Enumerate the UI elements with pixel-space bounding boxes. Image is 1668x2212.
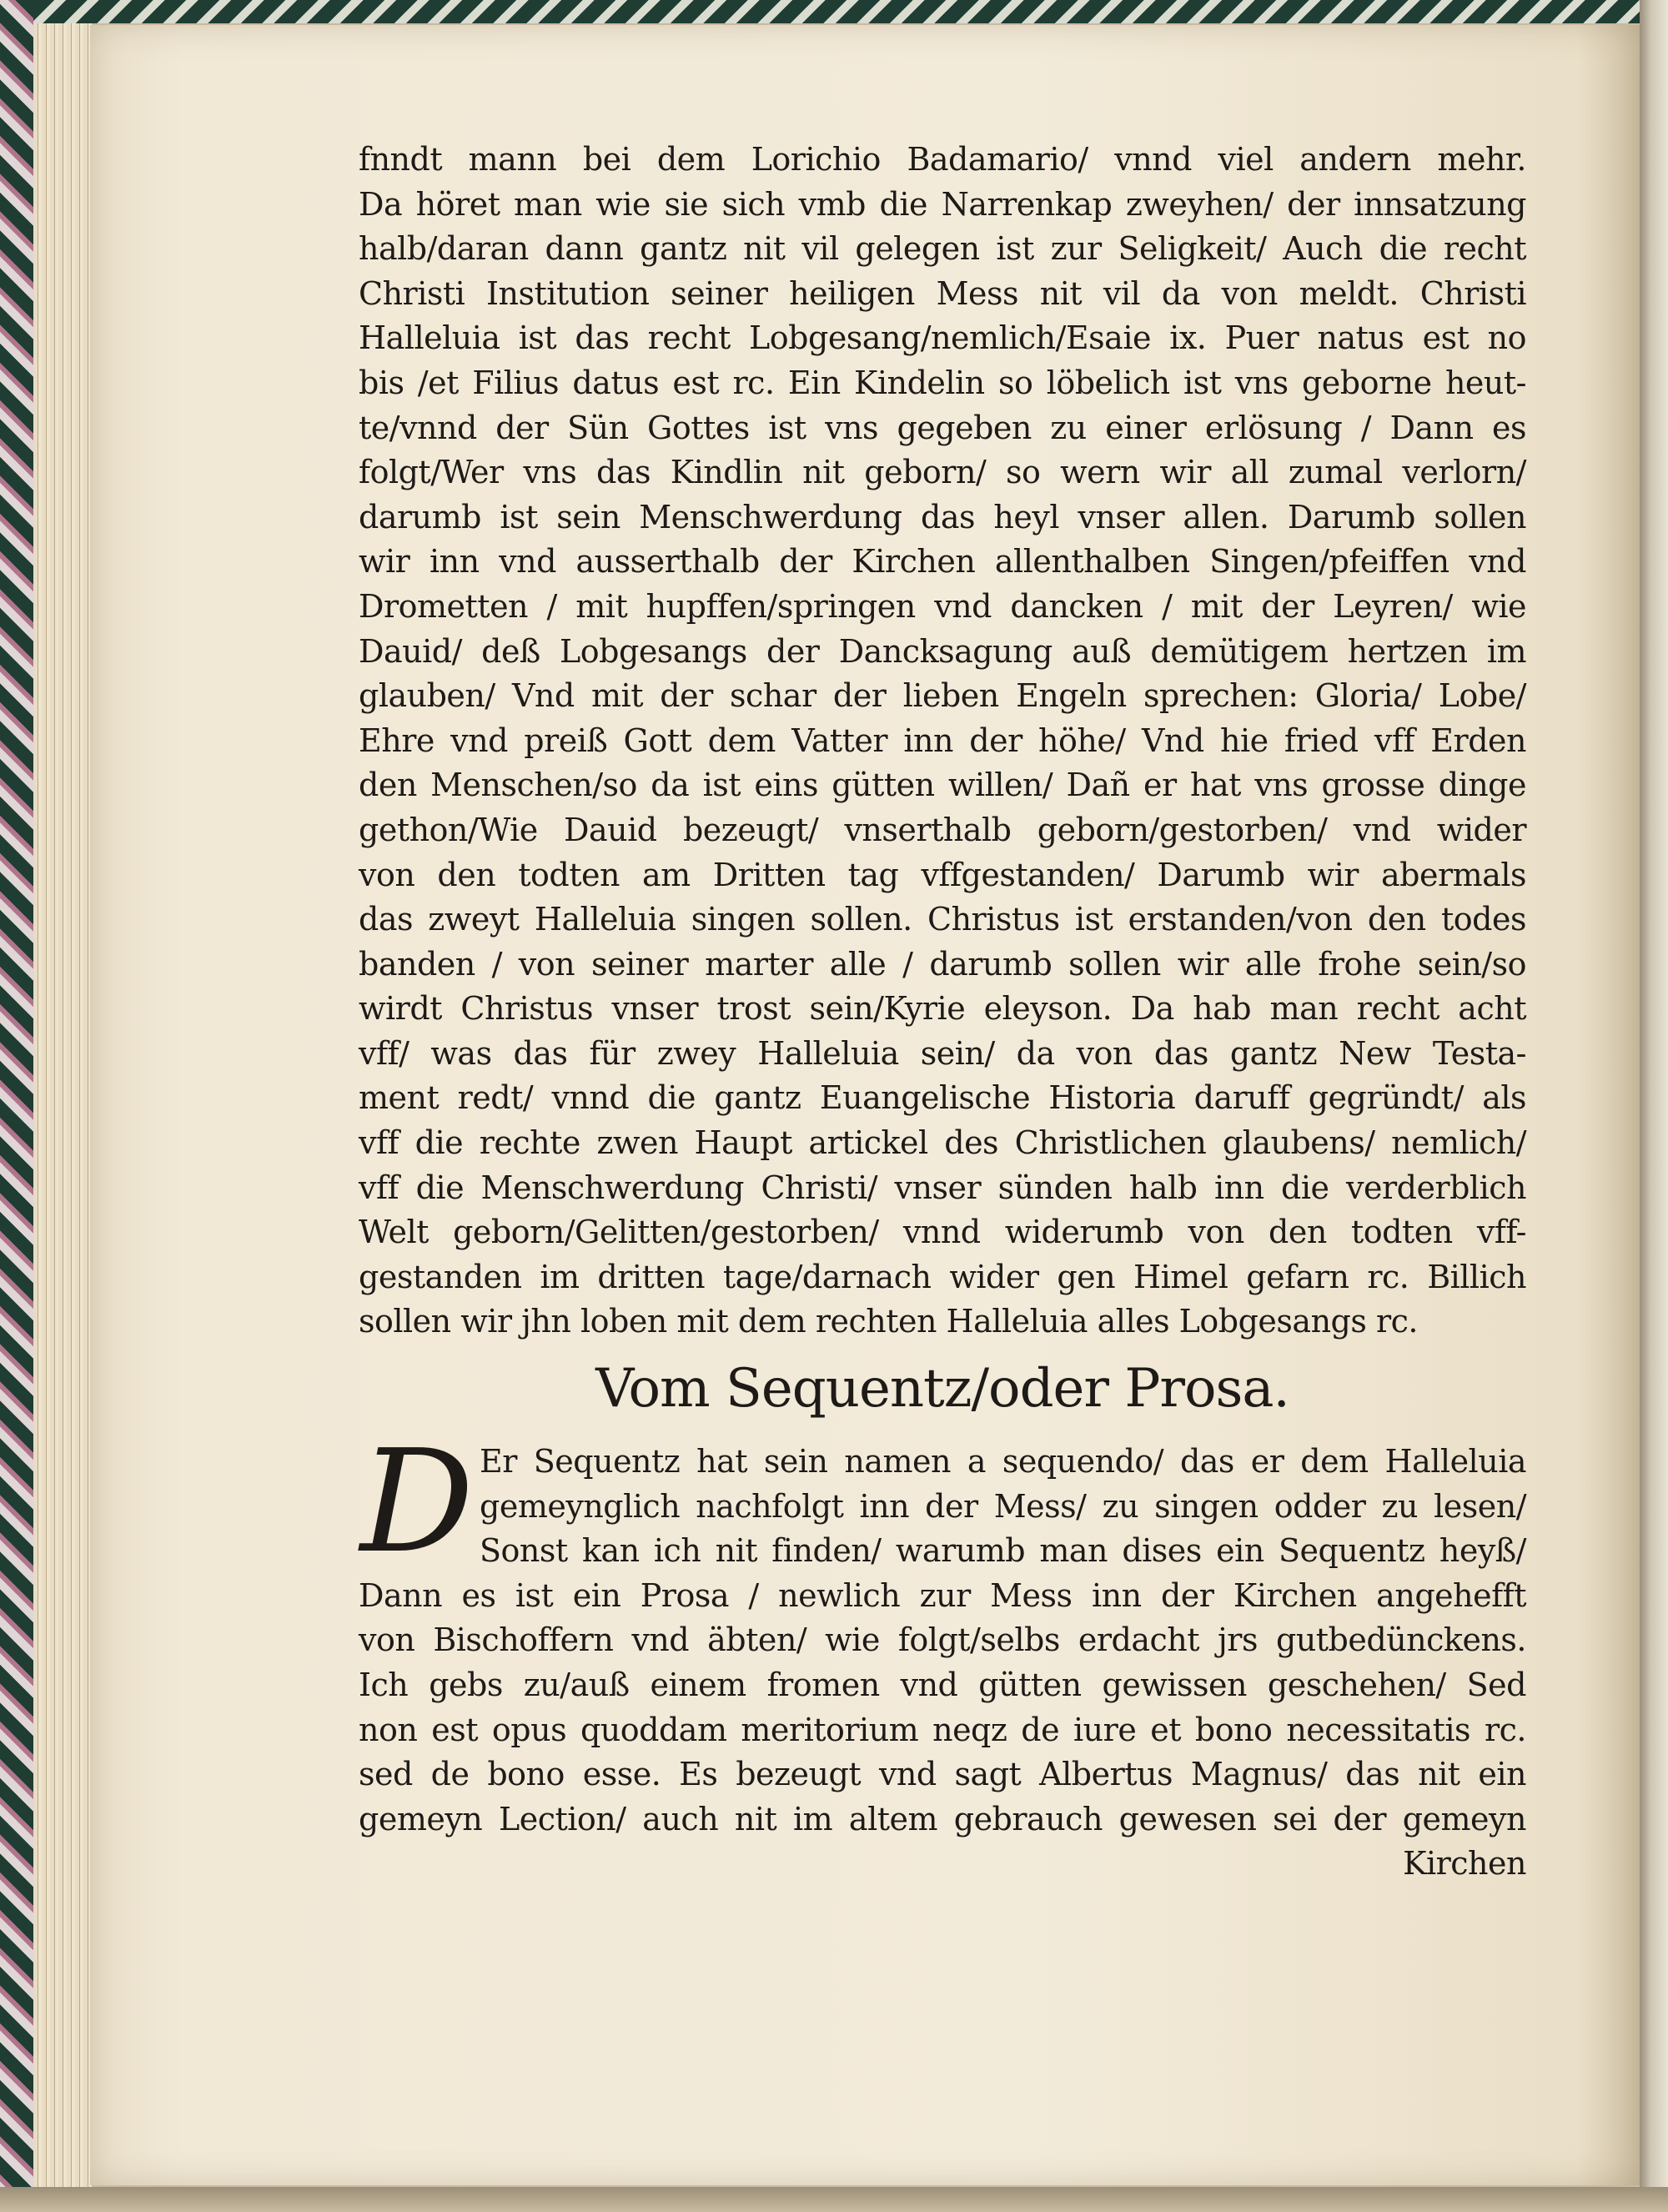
text-line: vff die Menschwerdung Christi/ vnser sünden halb inn die verderblich (359, 1169, 1526, 1206)
section-two-text (359, 1420, 1526, 1887)
text-line: Halleluia ist das recht Lobgesang/nemlich/Esaie ix. Puer natus est no (359, 319, 1526, 357)
text-line: te/vnnd der Sün Gottes ist vns gegeben zu einer erlösung / Dann es (359, 409, 1526, 446)
text-line: Drometten / mit hupffen/springen vnd dancken / mit der Leyren/ wie (359, 587, 1526, 625)
text-line: wirdt Christus vnser trost sein/Kyrie eleyson. Da hab man recht acht (359, 990, 1526, 1028)
text-line: vff die rechte zwen Haupt artickel des Christlichen glaubens/ nemlich/ (359, 1124, 1526, 1162)
text-line: von den todten am Dritten tag vffgestanden/ Darumb wir abermals (359, 856, 1526, 893)
text-line: gemeyn Lection/ auch nit im altem gebrauch gewesen sei der gemeyn (359, 1800, 1526, 1837)
text-line: darumb ist sein Menschwerdung das heyl vnser allen. Darumb sollen (359, 498, 1526, 535)
text-line: das zweyt Halleluia singen sollen. Christus ist erstanden/von den todes (359, 901, 1526, 938)
text-line: non est opus quoddam meritorium neqz de iure et bono necessitatis rc. (359, 1711, 1526, 1748)
text-line: bis /et Filius datus est rc. Ein Kindelin so löbelich ist vns geborne heut- (359, 364, 1526, 401)
text-line: vff/ was das für zwey Halleluia sein/ da von das gantz New Testa- (359, 1034, 1526, 1072)
text-line: von Bischoffern vnd äbten/ wie folgt/selbs erdacht jrs gutbedünckens. (359, 1621, 1526, 1659)
decorated-initial: D (359, 1420, 475, 1585)
text-line: Dauid/ deß Lobgesangs der Dancksagung auß demütigem hertzen im (359, 632, 1526, 670)
section-one-text (359, 138, 1526, 1345)
text-line: Ich gebs zu/auß einem fromen vnd gütten gewissen geschehen/ Sed (359, 1666, 1526, 1703)
text-line: glauben/ Vnd mit der schar der lieben Engeln sprechen: Gloria/ Lobe/ (359, 677, 1526, 715)
text-line: Er Sequentz hat sein namen a sequendo/ das er dem Halleluia (480, 1443, 1526, 1480)
section-heading: Vom Sequentz/oder Prosa. (595, 1358, 1289, 1420)
catchword: Kirchen (1403, 1845, 1526, 1883)
text-line: sed de bono esse. Es bezeugt vnd sagt Albertus Magnus/ das nit ein (359, 1756, 1526, 1793)
cover-board-top (0, 0, 1668, 23)
text-line: wir inn vnd ausserthalb der Kirchen allenthalben Singen/pfeiffen vnd (359, 543, 1526, 581)
text-line: gethon/Wie Dauid bezeugt/ vnserthalb geborn/gestorben/ vnd wider (359, 811, 1526, 848)
text-line: fnndt mann bei dem Lorichio Badamario/ vnnd viel andern mehr. (359, 141, 1526, 178)
text-line: banden / von seiner marter alle / darumb sollen wir alle frohe sein/so (359, 945, 1526, 983)
text-line: Welt geborn/Gelitten/gestorben/ vnnd widerumb von den todten vff- (359, 1214, 1526, 1251)
text-line: halb/daran dann gantz nit vil gelegen ist zur Seligkeit/ Auch die recht (359, 230, 1526, 268)
text-line: gemeynglich nachfolgt inn der Mess/ zu singen odder zu lesen/ (480, 1487, 1526, 1525)
text-line: Da höret man wie sie sich vmb die Narrenkap zweyhen/ der innsatzung (359, 185, 1526, 223)
text-line: sollen wir jhn loben mit dem rechten Halleluia alles Lobgesangs rc. (359, 1303, 1418, 1340)
text-line: den Menschen/so da ist eins gütten willen/ Dañ er hat vns grosse dinge (359, 767, 1526, 804)
text-line: Dann es ist ein Prosa / newlich zur Mess inn der Kirchen angehefft (359, 1576, 1526, 1614)
cover-board-bottom (0, 2187, 1668, 2212)
text-line: Sonst kan ich nit finden/ warumb man dises ein Sequentz heyß/ (480, 1532, 1526, 1570)
cover-board-right (1640, 0, 1668, 2212)
cover-board-left (0, 0, 33, 2212)
text-line: folgt/Wer vns das Kindlin nit geborn/ so wern wir all zumal verlorn/ (359, 454, 1526, 491)
text-line: gestanden im dritten tage/darnach wider gen Himel gefarn rc. Billich (359, 1258, 1526, 1295)
text-line: Christi Institution seiner heiligen Mess nit vil da von meldt. Christi (359, 274, 1526, 312)
text-line: Ehre vnd preiß Gott dem Vatter inn der höhe/ Vnd hie fried vff Erden (359, 721, 1526, 759)
text-line: ment redt/ vnnd die gantz Euangelische Historia daruff gegründt/ als (359, 1079, 1526, 1117)
page-edges (33, 23, 92, 2187)
